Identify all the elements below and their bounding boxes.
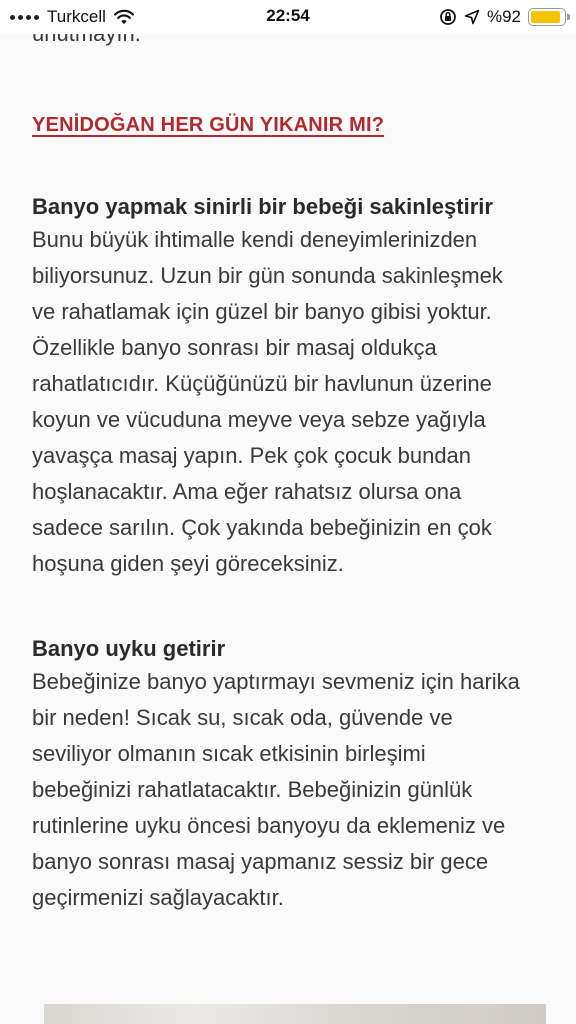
paragraph-calming xyxy=(32,222,548,582)
paragraph-line: koyun ve vücuduna meyve veya sebze yağıyla xyxy=(32,407,486,432)
paragraph-line: bir neden! Sıcak su, sıcak oda, güvende ve xyxy=(32,705,453,730)
paragraph-line: seviliyor olmanın sıcak etkisinin birleşimi xyxy=(32,741,426,766)
subheading-sleep: Banyo uyku getirir xyxy=(32,636,226,661)
paragraph-line: yavaşça masaj yapın. Pek çok çocuk bundan xyxy=(32,443,472,468)
paragraph-line: Bebeğinize banyo yaptırmayı sevmeniz için harika xyxy=(32,669,520,694)
status-right xyxy=(439,6,566,28)
paragraph-line: Özellikle banyo sonrası bir masaj oldukça xyxy=(32,335,437,360)
paragraph-line: banyo sonrası masaj yapmanız sessiz bir gece xyxy=(32,849,489,874)
paragraph-line: biliyorsunuz. Uzun bir gün sonunda sakinleşmek xyxy=(32,263,503,288)
carrier-name: Turkcell xyxy=(47,7,106,26)
clock-time: 22:54 xyxy=(266,6,310,25)
paragraph-line: Bunu büyük ihtimalle kendi deneyimlerinizden xyxy=(32,227,478,252)
battery-fill xyxy=(531,11,560,23)
status-bar xyxy=(0,0,576,34)
subheading-calming: Banyo yapmak sinirli bir bebeği sakinleştirir xyxy=(32,194,493,219)
section-heading-link[interactable]: YENİDOĞAN HER GÜN YIKANIR MI? xyxy=(32,114,385,136)
paragraph-line: hoşuna giden şeyi göreceksiniz. xyxy=(32,551,344,576)
screen-lock-icon xyxy=(439,8,457,26)
paragraph-line: rutinlerine uyku öncesi banyoyu da eklemeniz ve xyxy=(32,813,506,838)
battery-icon xyxy=(528,8,566,26)
paragraph-line: ve rahatlamak için güzel bir banyo gibisi yoktur. xyxy=(32,299,492,324)
article-image-preview xyxy=(44,1004,546,1024)
location-arrow-icon xyxy=(464,9,480,25)
paragraph-line: rahatlatıcıdır. Küçüğünüzü bir havlunun üzerine xyxy=(32,371,492,396)
paragraph-line: hoşlanacaktır. Ama eğer rahatsız olursa ona xyxy=(32,479,462,504)
paragraph-line: bebeğinizi rahatlatacaktır. Bebeğinizin günlük xyxy=(32,777,473,802)
paragraph-line: sadece sarılın. Çok yakında bebeğinizin en çok xyxy=(32,515,492,540)
battery-percent: %92 xyxy=(486,7,521,26)
paragraph-sleep xyxy=(32,664,548,916)
paragraph-line: geçirmenizi sağlayacaktır. xyxy=(32,885,284,910)
